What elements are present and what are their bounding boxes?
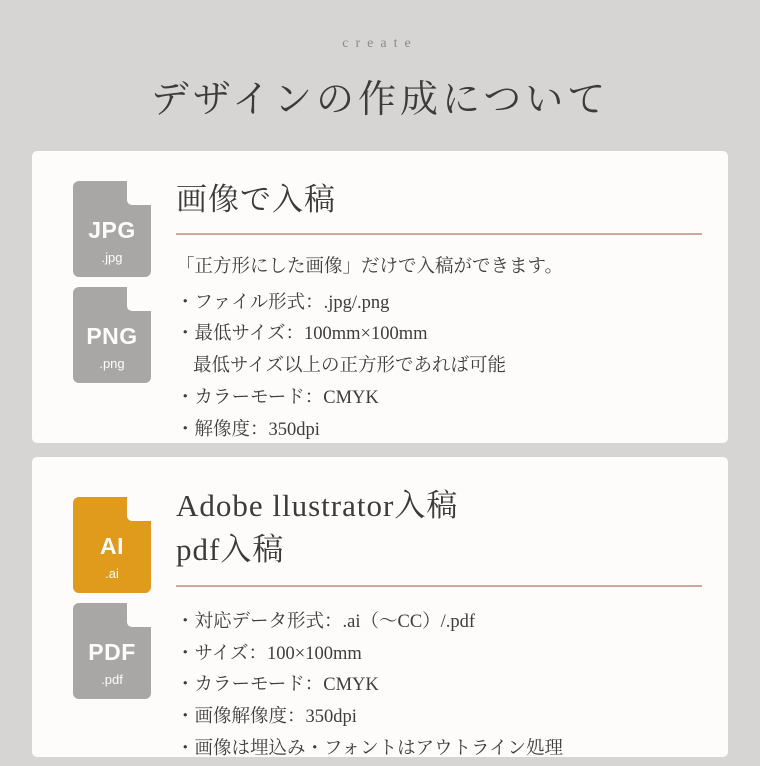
body-column-image [170,173,702,447]
page-title: デザインの作成について [150,79,610,121]
card-lead-image: 「正方形にした画像」だけで入稿ができます。 [176,256,564,277]
png-ext-sublabel: .png [99,356,125,371]
spec-list-vector [176,607,702,766]
jpg-ext-sublabel: .jpg [101,250,123,265]
jpg-ext-label: JPG [88,217,136,243]
list-item: 最低サイズ以上の正方形であれば可能 [193,356,507,377]
body-column-vector [170,479,702,766]
pdf-fold [127,603,151,627]
list-item: ・カラーモード：CMYK [176,675,379,696]
ai-ext-sublabel: .ai [105,566,119,581]
eyebrow-label: create [342,36,418,51]
jpg-fold [127,181,151,205]
jpg-file-icon [73,181,151,277]
heading-rule-image [176,233,702,235]
list-item: ・画像は埋込み・フォントはアウトライン処理 [176,738,564,759]
pdf-ext-label: PDF [88,639,136,665]
card-image-submission [32,151,728,443]
pdf-ext-sublabel: .pdf [101,672,123,687]
pdf-file-icon [73,603,151,699]
spec-list-image [176,288,702,447]
icon-column-image [54,173,170,393]
png-fold [127,287,151,311]
list-item: ・サイズ：100×100mm [176,643,362,664]
ai-ext-label: AI [100,533,124,559]
card-heading-vector-line1: Adobe llustrator入稿 [176,488,459,523]
list-item: ・ファイル形式：.jpg/.png [176,292,390,313]
ai-file-icon [73,497,151,593]
list-item: ・対応データ形式：.ai（〜CC）/.pdf [176,611,476,632]
icon-column-vector [54,479,170,709]
list-item: ・カラーモード：CMYK [176,387,379,408]
png-file-icon [73,287,151,383]
png-ext-label: PNG [86,323,138,349]
heading-rule-vector [176,585,702,587]
list-item: ・画像解像度：350dpi [176,707,357,728]
card-heading-vector-line2: pdf入稿 [176,531,285,567]
list-item: ・最低サイズ：100mm×100mm [176,324,428,345]
card-vector-submission [32,457,728,757]
ai-fold [127,497,151,521]
card-heading-image: 画像で入稿 [176,182,336,217]
list-item: ・解像度：350dpi [176,419,320,440]
